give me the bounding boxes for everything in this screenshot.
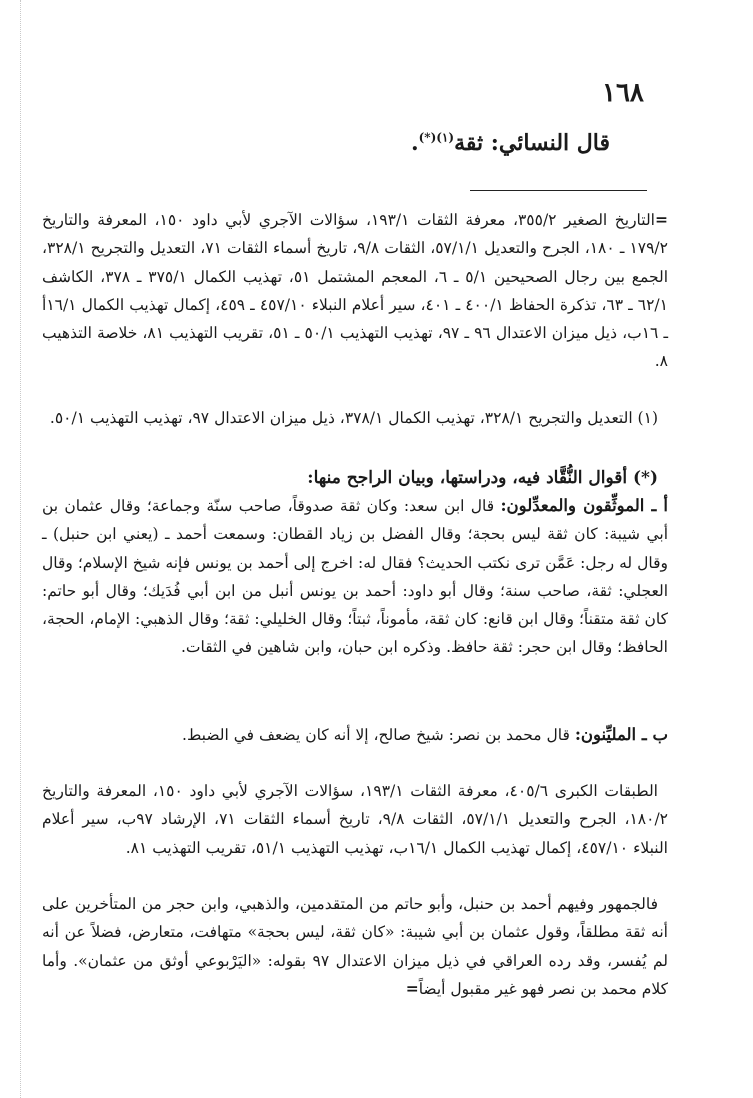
main-statement-text: قال النسائي: ثقة xyxy=(454,130,610,156)
continuation-mark-end: = xyxy=(405,978,419,998)
section-b-text: قال محمد بن نصر: شيخ صالح، إلا أنه كان يضعف في الضبط. xyxy=(182,726,575,744)
footnote-1: (١) التعديل والتجريح ٣٢٨/١، تهذيب الكمال ٣٧٨/١، ذيل ميزان الاعتدال ٩٧، تهذيب التهذيب ٥٠/١. xyxy=(49,409,658,427)
main-statement-end: . xyxy=(410,130,419,156)
footnote-sources-text: التاريخ الصغير ٣٥٥/٢، معرفة الثقات ١٩٣/١، سؤالات الآجري لأبي داود ١٥٠، المعرفة والتاريخ ١٧٩/٢ ـ ١٨٠، الجرح والتعديل ٥٧/١/١، الثقات ٩/٨، تاريخ أسماء الثقات ٧١، التعديل والتجريح ٣٢٨/١، الجمع بين رجال الصحيحين ٥/١ ـ ٦، المعجم المشتمل ٥١، تهذيب الكمال ٣٧٥/١ ـ ٣٧٨، الكاشف ٦٢/١ ـ ٦٣، تذكرة الحفاظ ٤٠٠/١ ـ ٤٠١، سير أعلام النبلاء ٤٥٧/١٠ ـ ٤٥٩، إكمال تهذيب الكمال ١٦/١أ ـ ١٦ب، ذيل ميزان الاعتدال ٩٦ ـ ٩٧، تهذيب التهذيب ٥٠/١ ـ ٥١، تقريب التهذيب ٨١، خلاصة التذهيب ٨. xyxy=(42,211,669,371)
critics-sources: الطبقات الكبرى ٤٠٥/٦، معرفة الثقات ١٩٣/١، سؤالات الآجري لأبي داود ١٥٠، المعرفة والتاريخ ١٨٠/٢، الجرح والتعديل ٥٧/١/١، الثقات ٩/٨، تاريخ أسماء الثقات ٧١، الإرشاد ٩٧ب، سير أعلام النبلاء ٤٥٧/١٠، إكمال تهذيب الكمال ١٦/١ب، تهذيب التهذيب ٥١/١، تقريب التهذيب ٨١. xyxy=(42,782,669,857)
page-number: ١٦٨ xyxy=(602,78,644,108)
section-b-label: ب ـ المليِّنون: xyxy=(574,725,668,744)
main-statement xyxy=(190,130,610,156)
footnote-marks: (١)(*) xyxy=(418,130,455,145)
margin-edge-line xyxy=(20,0,21,1098)
conclusion-paragraph xyxy=(42,890,668,1003)
critics-section-b xyxy=(42,721,668,749)
footnote-sources xyxy=(42,206,668,376)
page-margin xyxy=(0,0,30,1098)
critics-section-a xyxy=(42,492,668,662)
critics-heading: (*) أقوال النُّقَّاد فيه، ودراستها، وبيان الراجح منها: xyxy=(307,468,658,488)
continuation-mark: = xyxy=(654,210,668,229)
section-a-text: قال ابن سعد: وكان ثقة صدوقاً، صاحب سنّة وجماعة؛ وقال عثمان بن أبي شيبة: كان ثقة ليس بحجة؛ وقال الفضل بن زياد القطان: وسمعت أحمد ـ (يعني ابن حنبل) ـ وقال له رجل: عَمَّن ترى نكتب الحديث؟ فقال له: اخرج إلى أحمد بن يونس فإنه شيخ الإسلام؛ وقال العجلي: ثقة، صاحب سنة؛ وقال أبو داود: أحمد بن يونس أنبل من ابن أبي فُدَيك؛ وقال أبو حاتم: كان ثقة متقناً؛ وقال ابن قانع: كان ثقة، مأموناً، ثبتاً؛ وقال الخليلي: ثقة؛ وقال الذهبي: الإمام، الحجة، الحافظ؛ وقال ابن حجر: ثقة حافظ. وذكره ابن حبان، وابن شاهين في الثقات. xyxy=(42,497,668,657)
footnote-divider xyxy=(470,190,647,191)
conclusion-text: فالجمهور وفيهم أحمد بن حنبل، وأبو حاتم من المتقدمين، والذهبي، وابن حجر من المتأخرين على أنه ثقة مطلقاً، وقول عثمان بن أبي شيبة: «كان ثقة، ليس بحجة» متهافت، متعارض، فضلاً عن أنه لم يُفسر، وقد رده العراقي في ذيل ميزان الاعتدال ٩٧ بقوله: «اليَرْبوعي أوثق من عثمان». وأما كلام محمد بن نصر فهو غير مقبول أيضاً xyxy=(42,895,669,998)
section-a-label: أ ـ الموثِّقون والمعدِّلون: xyxy=(500,496,668,515)
